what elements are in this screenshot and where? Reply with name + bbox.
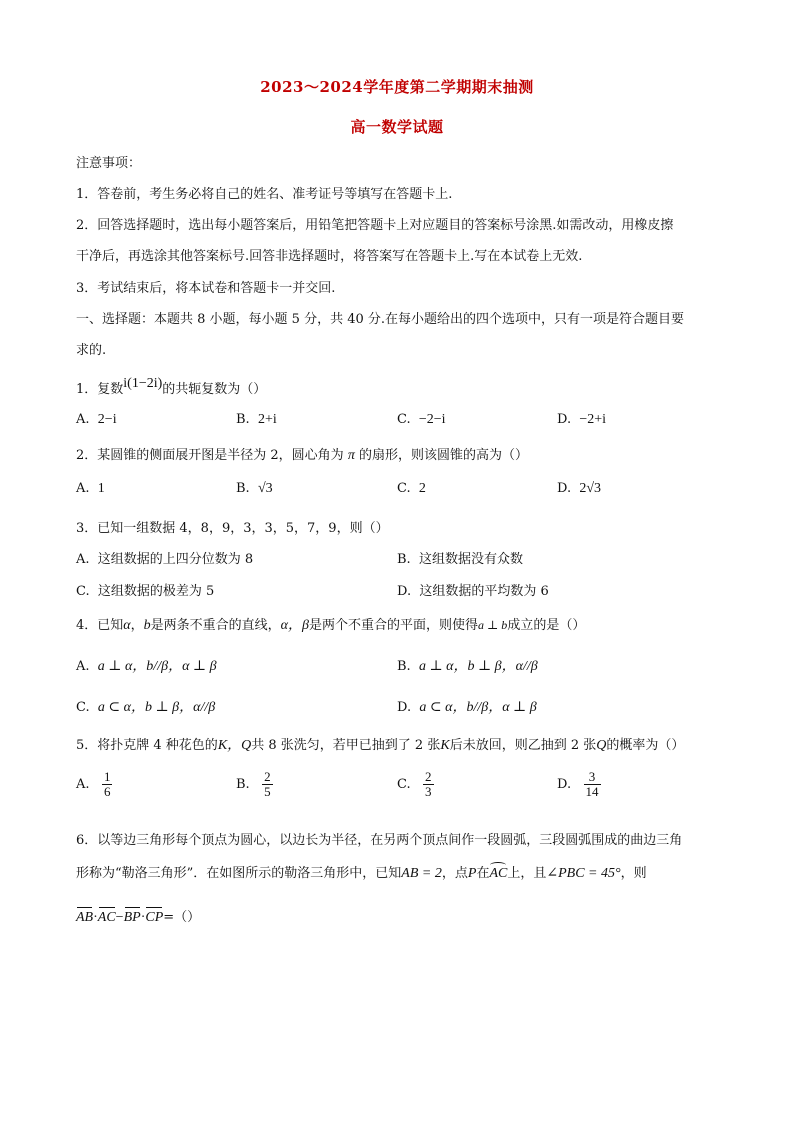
- q1-option-b[interactable]: [236, 412, 277, 428]
- option-text: a ⊂ α，b//β，α ⊥ β: [419, 700, 537, 715]
- q6-text-d: 上，且: [507, 866, 547, 881]
- option-text: √3: [257, 481, 273, 496]
- q6-angle: ∠PBC = 45°: [546, 866, 621, 881]
- q5-stem-d: 的概率为（）: [606, 738, 685, 753]
- option-fraction: [423, 770, 434, 799]
- option-label: D.: [557, 412, 572, 427]
- q5-q: Q: [596, 738, 607, 753]
- vector-ac: AC: [97, 910, 116, 925]
- exam-title: 2023～2024学年度第二学期期末抽测: [260, 78, 534, 96]
- q1-option-d[interactable]: [557, 412, 606, 428]
- fraction-numerator: 2: [264, 769, 271, 784]
- q6-text-c: 在: [476, 866, 490, 881]
- q4-option-d[interactable]: [397, 696, 537, 716]
- q5-option-d[interactable]: [557, 770, 601, 799]
- question-6-line-1: 6．以等边三角形每个顶点为圆心，以边长为半径，在另两个顶点间作一段圆弧，三段圆弧围成的曲边三角: [76, 833, 683, 848]
- section-heading-cont: 求的.: [76, 343, 107, 358]
- q1-prefix: 1．复数: [76, 382, 124, 397]
- option-text: 2: [418, 481, 426, 496]
- note-3: 3．考试结束后，将本试卷和答题卡一并交回.: [76, 281, 336, 296]
- q5-option-b[interactable]: [236, 770, 273, 799]
- option-label: A.: [76, 481, 90, 496]
- q2-option-c[interactable]: [397, 481, 426, 497]
- dot-operator: ·: [93, 910, 98, 925]
- option-text: −2+i: [579, 412, 607, 427]
- q2-pi: π: [347, 448, 355, 463]
- notes-header: 注意事项：: [76, 156, 142, 171]
- option-fraction: [102, 770, 113, 799]
- q3-option-a[interactable]: [76, 548, 253, 567]
- question-5-stem: [76, 734, 684, 754]
- q4-greek: α，β: [280, 618, 309, 633]
- q4-stem-b: 是两条不重合的直线，: [150, 618, 281, 633]
- option-label: B.: [397, 552, 411, 567]
- question-1-stem: [76, 378, 266, 398]
- q6-arc-ac: AC: [489, 866, 508, 881]
- option-label: D.: [557, 777, 572, 792]
- fraction-denominator: 14: [585, 784, 599, 799]
- q4-stem-c: 是两个不重合的平面，则使得: [309, 618, 479, 633]
- q6-point-p: P: [467, 866, 477, 881]
- q2-option-b[interactable]: [236, 481, 273, 497]
- q6-ab-equation: AB = 2: [401, 866, 442, 881]
- option-text: 这组数据的上四分位数为 8: [97, 552, 254, 567]
- q1-option-a[interactable]: [76, 412, 117, 428]
- fraction-denominator: 3: [425, 784, 432, 799]
- option-fraction: [262, 770, 273, 799]
- q5-stem-b: 共 8 张洗匀，若甲已抽到了 2 张: [251, 738, 441, 753]
- option-label: A.: [76, 777, 90, 792]
- q2-option-a[interactable]: [76, 481, 105, 497]
- q4-condition: a ⊥ b: [478, 618, 508, 632]
- q4-option-a[interactable]: [76, 655, 217, 675]
- exam-subtitle: 高一数学试题: [350, 118, 444, 136]
- option-text: a ⊥ α，b//β，α ⊥ β: [97, 659, 217, 674]
- section-heading: 一、选择题：本题共 8 小题，每小题 5 分，共 40 分.在每小题给出的四个选项中，只有一项是符合题目要: [76, 312, 685, 327]
- option-text: 2+i: [257, 412, 277, 427]
- q4-option-c[interactable]: [76, 696, 215, 716]
- note-2: 2．回答选择题时，选出每小题答案后，用铅笔把答题卡上对应题目的答案标号涂黑.如需改动，用橡皮擦: [76, 218, 674, 233]
- option-text: 这组数据的极差为 5: [97, 584, 215, 599]
- option-label: A.: [76, 412, 90, 427]
- q6-text-b: ，点: [441, 866, 468, 881]
- option-text: 这组数据没有众数: [418, 552, 523, 567]
- question-6-line-2: [76, 862, 647, 882]
- fraction-numerator: 3: [584, 770, 601, 785]
- q4-b: b: [143, 618, 151, 633]
- option-label: B.: [236, 481, 250, 496]
- option-label: C.: [76, 584, 90, 599]
- q2-stem-b: 的扇形，则该圆锥的高为（）: [358, 448, 528, 463]
- option-text: 1: [97, 481, 105, 496]
- question-2-stem: [76, 444, 528, 464]
- q5-k: K: [440, 738, 450, 753]
- q3-option-b[interactable]: [397, 548, 523, 567]
- option-text: a ⊥ α，b ⊥ β，α//β: [418, 659, 538, 674]
- option-label: A.: [76, 659, 90, 674]
- q6-tail: =（）: [163, 910, 201, 925]
- q1-suffix: 的共轭复数为（）: [162, 382, 267, 397]
- option-text: 这组数据的平均数为 6: [419, 584, 549, 599]
- fraction-denominator: 6: [103, 784, 111, 799]
- option-label: C.: [76, 700, 90, 715]
- fraction-numerator: 1: [103, 769, 111, 784]
- q1-option-c[interactable]: [397, 412, 446, 428]
- q4-stem-a: 4．已知: [76, 618, 124, 633]
- option-label: B.: [236, 777, 250, 792]
- q6-text-a: 形称为“勒洛三角形”．在如图所示的勒洛三角形中，已知: [76, 866, 402, 881]
- q4-stem-d: 成立的是（）: [507, 618, 586, 633]
- note-1: 1．答卷前，考生务必将自己的姓名、准考证号等填写在答题卡上.: [76, 187, 453, 202]
- q1-expression: i(1−2i): [123, 376, 163, 391]
- minus-operator: −: [115, 910, 124, 925]
- option-fraction: [584, 770, 601, 799]
- option-text: a ⊂ α，b ⊥ β，α//β: [97, 700, 216, 715]
- note-2-cont: 干净后，再选涂其他答案标号.回答非选择题时，将答案写在答题卡上.写在本试卷上无效.: [76, 249, 583, 264]
- vector-cp: CP: [145, 910, 164, 925]
- q2-option-d[interactable]: [557, 481, 601, 497]
- option-label: B.: [236, 412, 250, 427]
- q5-stem-a: 5．将扑克牌 4 种花色的: [76, 738, 218, 753]
- vector-ab: AB: [76, 910, 94, 925]
- option-text: 2−i: [97, 412, 117, 427]
- question-6-expression: [76, 906, 200, 926]
- option-label: B.: [397, 659, 411, 674]
- option-text: 2√3: [579, 481, 602, 496]
- q5-kq: K，Q: [217, 738, 252, 753]
- q4-alpha: α: [123, 618, 131, 633]
- option-text: −2−i: [418, 412, 446, 427]
- q5-stem-c: 后未放回，则乙抽到 2 张: [449, 738, 597, 753]
- q3-option-c[interactable]: [76, 580, 214, 599]
- option-label: D.: [557, 481, 572, 496]
- option-label: A.: [76, 552, 90, 567]
- fraction-denominator: 5: [264, 784, 271, 799]
- fraction-numerator: 2: [425, 769, 432, 784]
- option-label: D.: [397, 700, 412, 715]
- option-label: C.: [397, 777, 411, 792]
- vector-bp: BP: [123, 910, 141, 925]
- option-label: D.: [397, 584, 412, 599]
- option-label: C.: [397, 481, 411, 496]
- q6-text-e: ，则: [620, 866, 647, 881]
- dot-operator: ·: [140, 910, 146, 925]
- q5-option-c[interactable]: [397, 770, 434, 799]
- q3-option-d[interactable]: [397, 580, 549, 599]
- question-3-stem: 3．已知一组数据 4，8，9，3，3，5，7，9，则（）: [76, 521, 389, 536]
- q4-sep: ，: [130, 618, 144, 633]
- question-4-stem: [76, 614, 585, 634]
- q2-stem-a: 2．某圆锥的侧面展开图是半径为 2，圆心角为: [76, 448, 344, 463]
- q4-option-b[interactable]: [397, 655, 538, 675]
- option-label: C.: [397, 412, 411, 427]
- q5-option-a[interactable]: [76, 770, 112, 799]
